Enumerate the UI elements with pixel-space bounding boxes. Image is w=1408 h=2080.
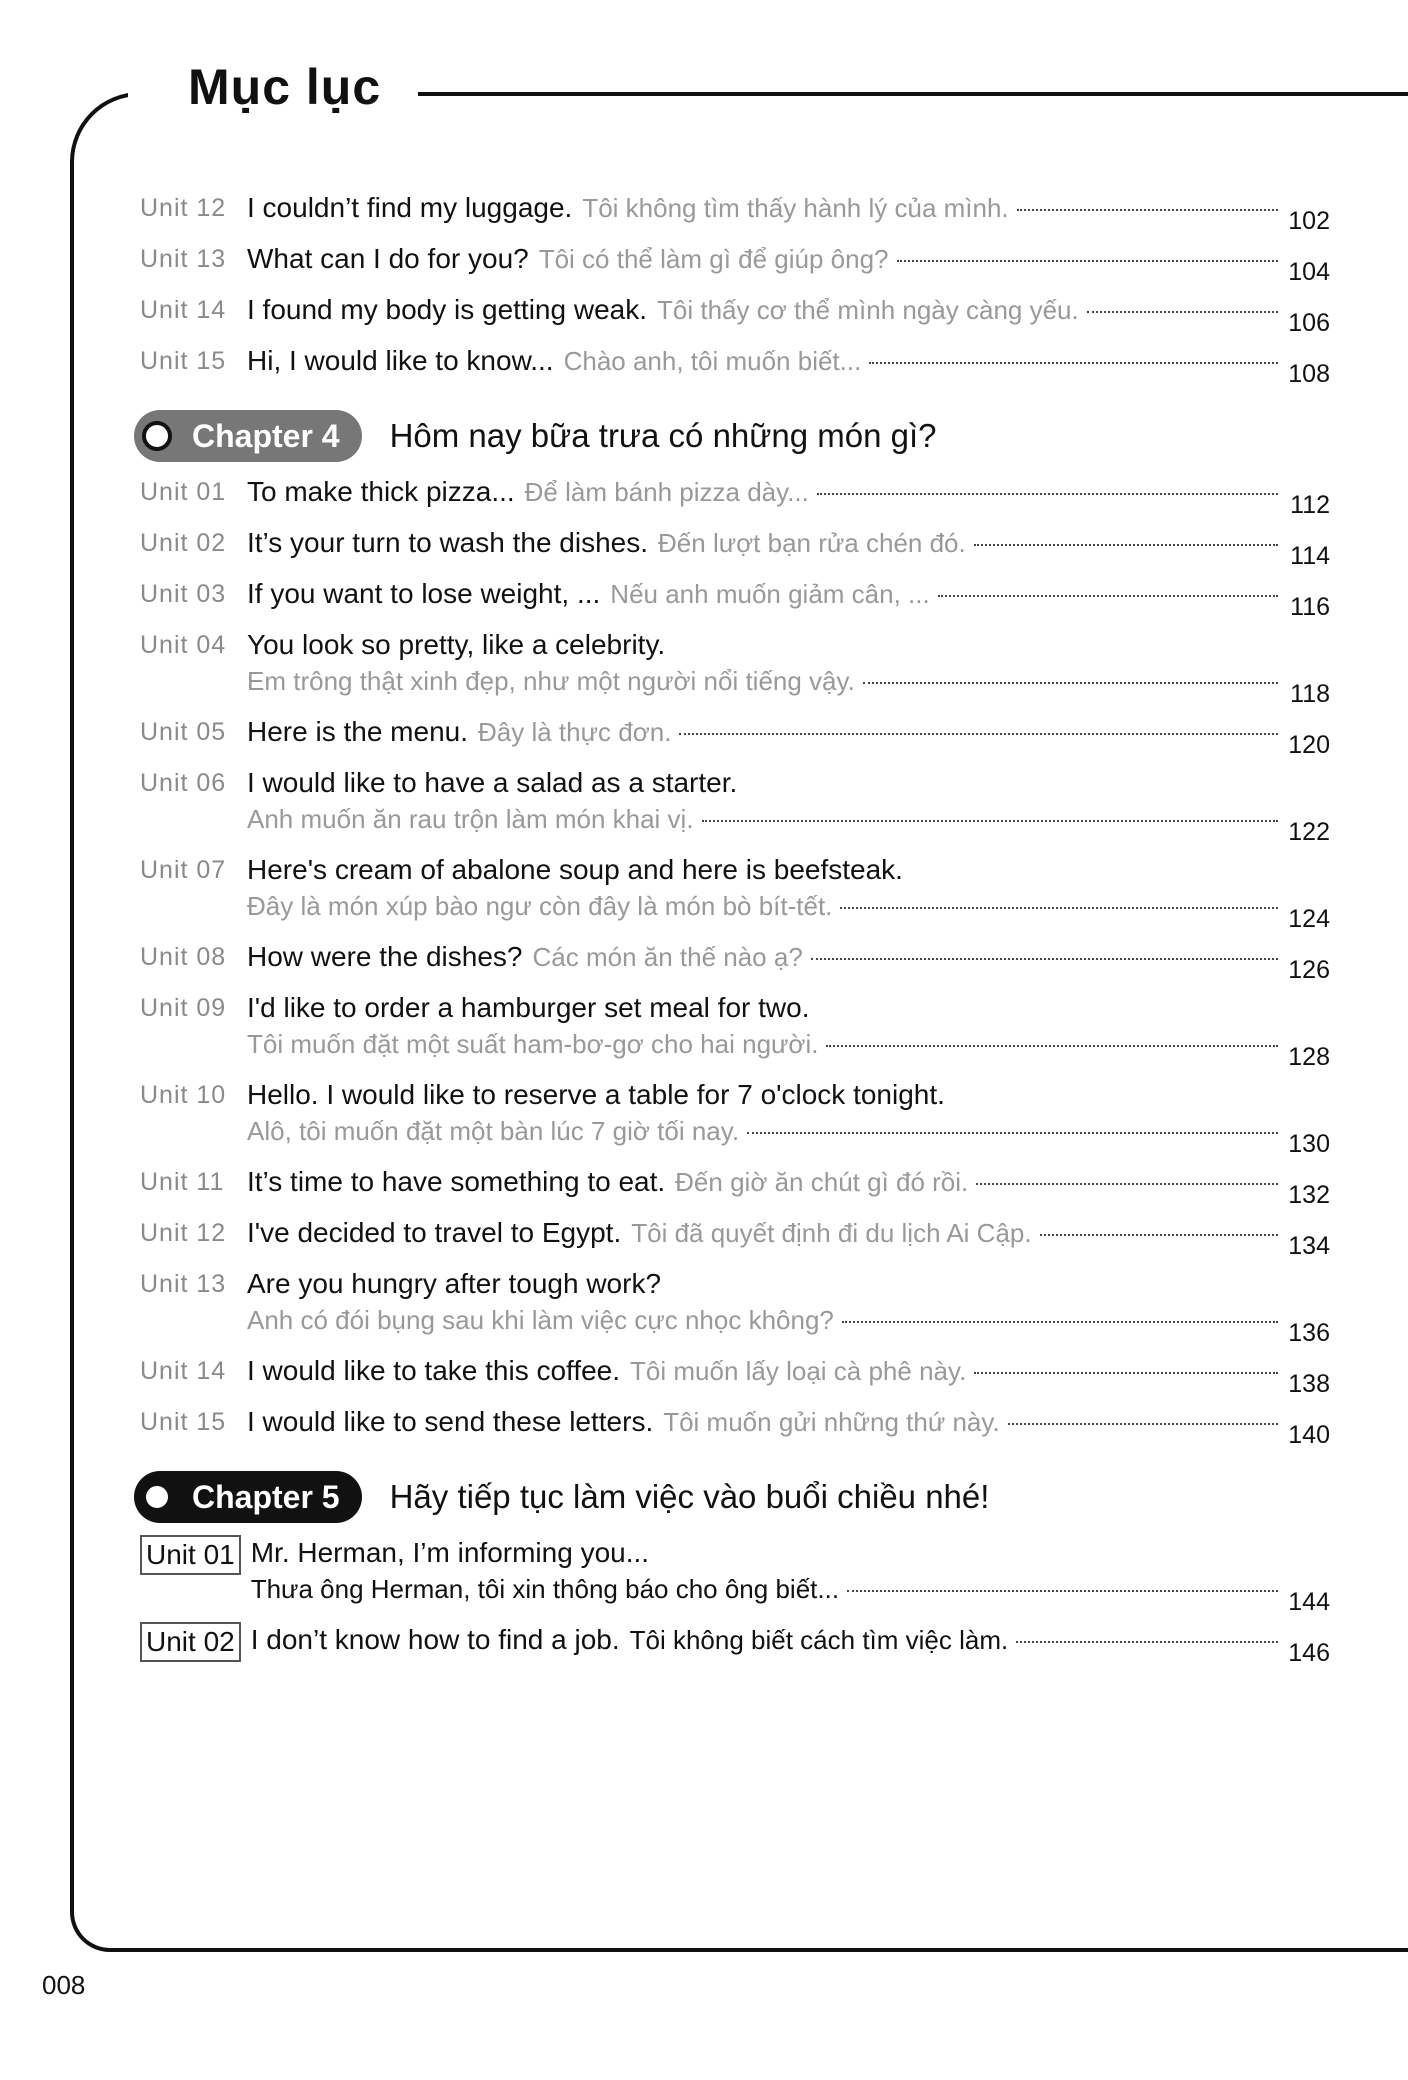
entry-body (247, 627, 1330, 708)
unit-label: Unit 10 (140, 1081, 227, 1109)
entry-body (247, 990, 1330, 1071)
entry-english: I'd like to order a hamburger set meal for two. (247, 992, 810, 1023)
chapter-header (134, 410, 1330, 462)
unit-label: Unit 05 (140, 718, 227, 746)
entry-english: I found my body is getting weak. (247, 294, 647, 325)
toc-entry[interactable] (140, 852, 1330, 933)
dot-leader (847, 1590, 1278, 1592)
entry-body (247, 343, 1330, 388)
entry-body (247, 1266, 1330, 1347)
entry-english: Hello. I would like to reserve a table for 7 o'clock tonight. (247, 1079, 945, 1110)
entry-page: 108 (1288, 360, 1330, 388)
unit-label: Unit 09 (140, 994, 227, 1022)
toc-entry[interactable] (140, 1215, 1330, 1260)
chapter-badge (134, 1471, 362, 1523)
dot-leader (938, 595, 1278, 597)
chapter-circle-icon (142, 421, 172, 451)
entry-body (247, 190, 1330, 235)
entry-body (247, 1077, 1330, 1158)
chapter-title: Hôm nay bữa trưa có những món gì? (389, 417, 937, 454)
toc-entry[interactable] (140, 990, 1330, 1071)
entry-body (247, 765, 1330, 846)
dot-leader (747, 1132, 1278, 1134)
chapter-badge-label: Chapter 4 (192, 417, 340, 454)
toc-entry[interactable] (140, 714, 1330, 759)
entry-vietnamese: Tôi thấy cơ thể mình ngày càng yếu. (657, 295, 1079, 325)
entry-vietnamese: Các món ăn thế nào ạ? (532, 942, 803, 972)
toc-entry[interactable] (140, 1622, 1330, 1667)
entry-page: 136 (1288, 1319, 1330, 1347)
entry-page: 112 (1290, 491, 1330, 519)
entry-vietnamese: Để làm bánh pizza dày... (524, 477, 809, 507)
unit-label: Unit 01 (140, 478, 227, 506)
entry-body (247, 292, 1330, 337)
entry-page: 128 (1288, 1043, 1330, 1071)
entry-english: I would like to have a salad as a starter. (247, 767, 738, 798)
unit-label: Unit 03 (140, 580, 227, 608)
toc-entry[interactable] (140, 1404, 1330, 1449)
entry-page: 124 (1288, 905, 1330, 933)
unit-label: Unit 14 (140, 296, 227, 324)
entry-vietnamese: Đây là thực đơn. (478, 717, 672, 747)
toc-entry[interactable] (140, 343, 1330, 388)
dot-leader (974, 1372, 1278, 1374)
toc-entry[interactable] (140, 1266, 1330, 1347)
page-title: Mục lục (188, 59, 382, 115)
entry-body (247, 241, 1330, 286)
unit-label: Unit 06 (140, 769, 227, 797)
entry-page: 144 (1288, 1588, 1330, 1616)
entry-body (247, 474, 1330, 519)
toc-entry[interactable] (140, 292, 1330, 337)
chapter-title: Hãy tiếp tục làm việc vào buổi chiều nhé! (389, 1478, 990, 1515)
entry-vietnamese: Chào anh, tôi muốn biết... (563, 346, 862, 376)
entry-english: I would like to take this coffee. (247, 1355, 621, 1386)
entry-body (247, 714, 1330, 759)
entry-vietnamese: Đến lượt bạn rửa chén đó. (658, 528, 966, 558)
toc-entry[interactable] (140, 627, 1330, 708)
entry-page: 120 (1288, 731, 1330, 759)
toc-entry[interactable] (140, 1164, 1330, 1209)
entry-page: 146 (1288, 1639, 1330, 1667)
entry-vietnamese: Anh có đói bụng sau khi làm việc cực nhọc không? (247, 1305, 834, 1335)
chapter-header (134, 1471, 1330, 1523)
entry-page: 130 (1288, 1130, 1330, 1158)
dot-leader (702, 820, 1278, 822)
entry-vietnamese: Alô, tôi muốn đặt một bàn lúc 7 giờ tối nay. (247, 1116, 740, 1146)
entry-english: What can I do for you? (247, 243, 529, 274)
entry-english: To make thick pizza... (247, 476, 515, 507)
unit-label: Unit 02 (140, 529, 227, 557)
dot-leader (863, 682, 1278, 684)
entry-english: Are you hungry after tough work? (247, 1268, 662, 1299)
unit-label: Unit 14 (140, 1357, 227, 1385)
dot-leader (1016, 1641, 1278, 1643)
entry-vietnamese: Đây là món xúp bào ngư còn đây là món bò bít-tết. (247, 891, 833, 921)
entry-page: 140 (1288, 1421, 1330, 1449)
entry-english: It’s time to have something to eat. (247, 1166, 666, 1197)
chapter-circle-icon (142, 1482, 172, 1512)
toc-entry[interactable] (140, 525, 1330, 570)
dot-leader (1087, 311, 1278, 313)
entry-english: If you want to lose weight, ... (247, 578, 601, 609)
entry-english: I would like to send these letters. (247, 1406, 654, 1437)
unit-label: Unit 11 (140, 1168, 225, 1196)
entry-vietnamese: Tôi đã quyết định đi du lịch Ai Cập. (631, 1218, 1032, 1248)
dot-leader (869, 362, 1278, 364)
table-of-contents (140, 190, 1330, 1676)
dot-leader (1040, 1234, 1278, 1236)
dot-leader (974, 544, 1278, 546)
toc-entry[interactable] (140, 576, 1330, 621)
entry-page: 122 (1288, 818, 1330, 846)
unit-label: Unit 08 (140, 943, 227, 971)
entry-english: I've decided to travel to Egypt. (247, 1217, 622, 1248)
dot-leader (840, 907, 1278, 909)
entry-vietnamese: Thưa ông Herman, tôi xin thông báo cho ông biết... (250, 1574, 840, 1604)
page-number: 008 (42, 1970, 86, 2000)
chapter-badge (134, 410, 362, 462)
toc-entry[interactable] (140, 190, 1330, 235)
unit-label: Unit 04 (140, 631, 227, 659)
entry-vietnamese: Tôi muốn gửi những thứ này. (663, 1407, 1000, 1437)
entry-body (247, 1404, 1330, 1449)
unit-label: Unit 12 (140, 194, 227, 222)
toc-entry[interactable] (140, 474, 1330, 519)
entry-english: I don’t know how to find a job. (250, 1624, 620, 1655)
entry-vietnamese: Đến giờ ăn chút gì đó rồi. (675, 1167, 969, 1197)
dot-leader (679, 733, 1278, 735)
entry-english: Here is the menu. (247, 716, 468, 747)
dot-leader (842, 1321, 1278, 1323)
entry-body (250, 1622, 1330, 1667)
entry-english: You look so pretty, like a celebrity. (247, 629, 666, 660)
toc-entry[interactable] (140, 241, 1330, 286)
unit-label: Unit 07 (140, 856, 227, 884)
entry-page: 138 (1288, 1370, 1330, 1398)
entry-vietnamese: Tôi không tìm thấy hành lý của mình. (582, 193, 1009, 223)
entry-vietnamese: Tôi không biết cách tìm việc làm. (629, 1625, 1009, 1655)
entry-english: How were the dishes? (247, 941, 523, 972)
entry-english: Here's cream of abalone soup and here is beefsteak. (247, 854, 903, 885)
entry-vietnamese: Em trông thật xinh đẹp, như một người nổi tiếng vậy. (247, 666, 855, 696)
entry-body (250, 1535, 1330, 1616)
entry-page: 114 (1290, 542, 1330, 570)
dot-leader (811, 958, 1278, 960)
toc-entry[interactable] (140, 939, 1330, 984)
entry-vietnamese: Tôi có thể làm gì để giúp ông? (538, 244, 889, 274)
entry-body (247, 852, 1330, 933)
unit-label: Unit 13 (140, 1270, 227, 1298)
unit-label: Unit 15 (140, 347, 227, 375)
entry-vietnamese: Tôi muốn lấy loại cà phê này. (630, 1356, 967, 1386)
entry-page: 126 (1288, 956, 1330, 984)
entry-page: 102 (1288, 207, 1330, 235)
entry-page: 104 (1288, 258, 1330, 286)
unit-label: Unit 01 (140, 1535, 241, 1575)
toc-entry[interactable] (140, 1535, 1330, 1616)
entry-body (247, 525, 1330, 570)
dot-leader (817, 493, 1278, 495)
toc-entry[interactable] (140, 1353, 1330, 1398)
unit-label: Unit 02 (140, 1622, 241, 1662)
unit-label: Unit 12 (140, 1219, 227, 1247)
entry-page: 116 (1290, 593, 1330, 621)
dot-leader (897, 260, 1279, 262)
entry-english: Mr. Herman, I’m informing you... (250, 1537, 650, 1568)
toc-entry[interactable] (140, 1077, 1330, 1158)
entry-english: Hi, I would like to know... (247, 345, 554, 376)
dot-leader (1017, 209, 1278, 211)
entry-page: 132 (1288, 1181, 1330, 1209)
entry-page: 118 (1290, 680, 1330, 708)
entry-body (247, 576, 1330, 621)
dot-leader (826, 1045, 1278, 1047)
dot-leader (976, 1183, 1278, 1185)
entry-body (247, 1353, 1330, 1398)
entry-body (247, 1164, 1330, 1209)
unit-label: Unit 15 (140, 1408, 227, 1436)
entry-body (247, 939, 1330, 984)
chapter-badge-label: Chapter 5 (192, 1478, 340, 1515)
unit-label: Unit 13 (140, 245, 227, 273)
entry-page: 134 (1288, 1232, 1330, 1260)
dot-leader (1008, 1423, 1278, 1425)
entry-vietnamese: Nếu anh muốn giảm cân, ... (610, 579, 930, 609)
entry-vietnamese: Tôi muốn đặt một suất ham-bơ-gơ cho hai người. (247, 1029, 819, 1059)
entry-english: I couldn’t find my luggage. (247, 192, 573, 223)
entry-page: 106 (1288, 309, 1330, 337)
entry-english: It’s your turn to wash the dishes. (247, 527, 649, 558)
toc-entry[interactable] (140, 765, 1330, 846)
entry-body (247, 1215, 1330, 1260)
entry-vietnamese: Anh muốn ăn rau trộn làm món khai vị. (247, 804, 694, 834)
